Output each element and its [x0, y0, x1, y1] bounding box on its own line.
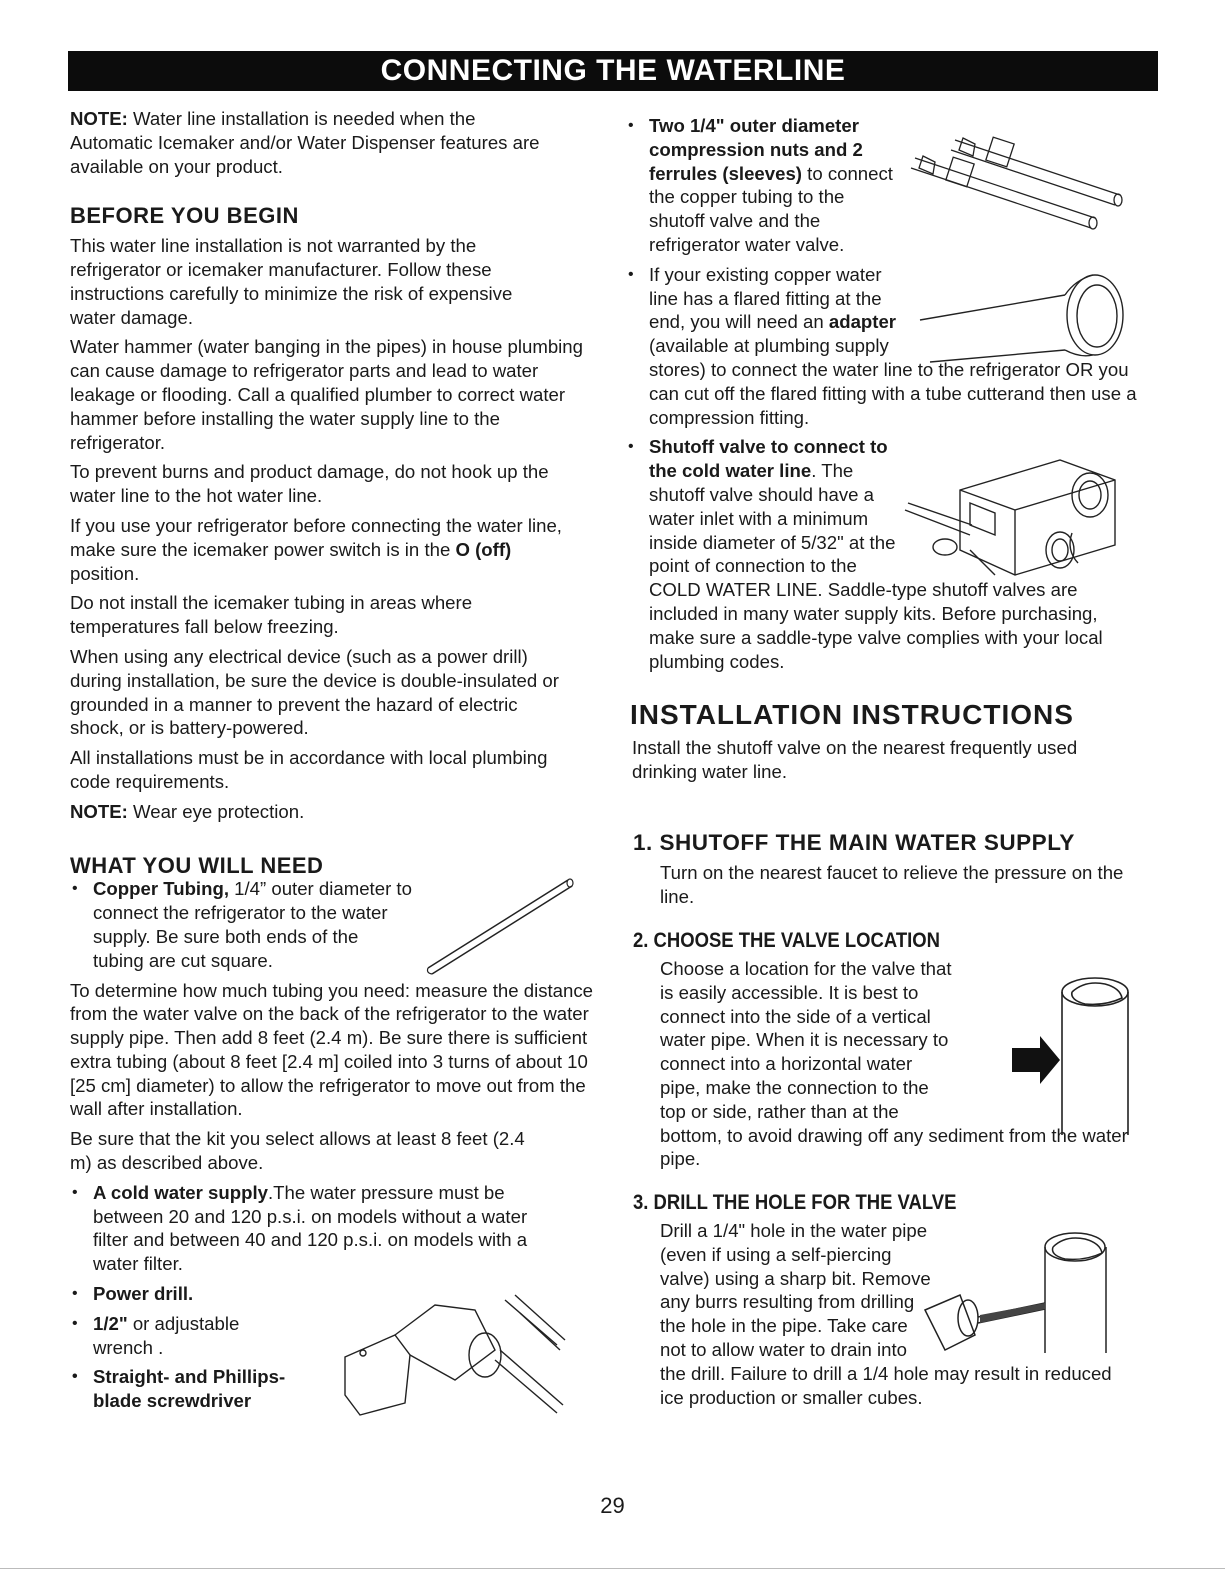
- cold-water-item: [70, 1181, 563, 1276]
- what-you-will-need-heading: WHAT YOU WILL NEED: [70, 852, 324, 878]
- before-you-begin-heading: BEFORE YOU BEGIN: [70, 203, 299, 229]
- screwdriver-item: • Straight- and Phillips-blade screwdriver: [70, 1365, 323, 1413]
- before-paragraph-6: When using any electrical device (such as a power drill) during installation, be sure the device is double-insulated or grounded in a manner to prevent the hazard of electric shock, or is battery-powered.: [70, 645, 559, 739]
- wrench-text: or adjustable wrench .: [93, 1312, 240, 1358]
- note-paragraph: [70, 107, 550, 178]
- step1-heading: 1. SHUTOFF THE MAIN WATER SUPPLY: [633, 830, 1075, 855]
- drill-into-pipe-illustration: [920, 1225, 1120, 1365]
- vertical-pipe-arrow-illustration: [1010, 970, 1135, 1140]
- step1-paragraph: Turn on the nearest faucet to relieve the pressure on the line.: [660, 862, 1124, 907]
- before-paragraph-1: This water line installation is not warranted by the refrigerator or icemaker manufacturer. Follow these instructions carefully to minimize the risk of expensive water damage.: [70, 235, 513, 328]
- step2-paragraph: Choose a location for the valve that is easily accessible. It is best to connect into the side of a vertical water pipe. When it is necessary to connect into a horizontal water pipe, make the connection to the top or side, rather than at the bottom, to avoid drawing off any sediment from the water pipe.: [660, 958, 1128, 1170]
- note-text: Water line installation is needed when the Automatic Icemaker and/or Water Dispenser features are available on your product.: [70, 108, 540, 177]
- note2-text: Wear eye protection.: [127, 800, 305, 822]
- before-paragraph-4: [70, 514, 565, 585]
- page-number: 29: [600, 1493, 625, 1518]
- compression-nuts-item: [626, 114, 904, 257]
- installation-instructions-heading: INSTALLATION INSTRUCTIONS: [630, 699, 1074, 730]
- power-drill-label: Power drill.: [93, 1283, 194, 1305]
- step2-heading: 2. CHOOSE THE VALVE LOCATION: [633, 929, 940, 952]
- shutoff-valve-text: . The shutoff valve should have a water inlet with a minimum inside diameter of 5/32" at the point of connection to the COLD WATER LINE. Saddle-type shutoff valves are included in many water supply kits. Before purchasing, make sure a saddle-type valve complies with your local plumbing codes.: [649, 460, 1103, 672]
- adapter-text-b: (available at plumbing supply stores) to connect the water line to the refrigerator OR you can cut off the flared fitting with a tube cutterand then use a compression fitting.: [649, 335, 1137, 428]
- wrench-label: 1/2": [93, 1312, 128, 1334]
- adapter-label: adapter: [828, 311, 897, 333]
- before-paragraph-4-a: If you use your refrigerator before connecting the water line, make sure the icemaker power switch is in the: [70, 514, 562, 560]
- copper-tubing-text: 1/4” outer diameter to connect the refrigerator to the water supply. Be sure both ends of the tubing are cut square.: [93, 878, 412, 971]
- note-label: NOTE:: [70, 108, 128, 129]
- adapter-text-a: If your existing copper water line has a flared fitting at the end, you will need an: [649, 263, 882, 333]
- compression-nuts-label: Two 1/4" outer diameter compression nuts and 2 ferrules (sleeves): [649, 115, 863, 184]
- note2-paragraph: [70, 800, 600, 824]
- step3-heading: 3. DRILL THE HOLE FOR THE VALVE: [633, 1191, 957, 1214]
- shutoff-valve-label: Shutoff valve to connect to the cold water line: [649, 436, 888, 482]
- before-paragraph-4-c: position.: [70, 562, 140, 584]
- flared-fitting-illustration: [915, 270, 1135, 375]
- cold-water-text: .The water pressure must be between 20 and 120 p.s.i. on models without a water filter and between 40 and 120 p.s.i. on models with a water filter.: [93, 1181, 528, 1275]
- wrench-item: [70, 1312, 263, 1360]
- left-column: [70, 107, 600, 1419]
- copper-tubing-label: Copper Tubing,: [93, 878, 229, 900]
- power-drill-illustration: [335, 1295, 575, 1425]
- before-paragraph-5: Do not install the icemaker tubing in areas where temperatures fall below freezing.: [70, 592, 473, 638]
- compression-nuts-text: to connect the copper tubing to the shutoff valve and the refrigerator water valve.: [649, 162, 893, 255]
- kit-paragraph: Be sure that the kit you select allows at least 8 feet (2.4 m) as described above.: [70, 1128, 525, 1174]
- copper-tubing-illustration: [420, 870, 580, 980]
- copper-tubing-item: [70, 877, 413, 972]
- installation-paragraph: Install the shutoff valve on the nearest frequently used drinking water line.: [632, 737, 1078, 782]
- off-position-label: O (off): [455, 538, 512, 560]
- before-paragraph-2: Water hammer (water banging in the pipes) in house plumbing can cause damage to refrigerator parts and lead to water leakage or flooding. Call a qualified plumber to correct water hammer before installing the water supply line to the refrigerator.: [70, 336, 583, 453]
- page-banner-title: CONNECTING THE WATERLINE: [68, 51, 1158, 91]
- cold-water-label: A cold water supply: [93, 1181, 268, 1203]
- step3-paragraph: Drill a 1/4" hole in the water pipe (even if using a self-piercing valve) using a sharp bit. Remove any burrs resulting from drilling the hole in the pipe. Take care not to allow water to drain into the drill. Failure to drill a 1/4 hole may result in reduced ice production or smaller cubes.: [660, 1220, 1112, 1408]
- page-bottom-rule: [0, 1568, 1225, 1569]
- measure-paragraph: To determine how much tubing you need: measure the distance from the water valve on the back of the refrigerator to the water supply pipe. Then add 8 feet (2.4 m). Be sure there is sufficient extra tubing (about 8 feet [2.4 m] coiled into 3 turns of about 10 [25 cm] diameter) to allow the refrigerator to move out from the wall after installation.: [70, 979, 594, 1120]
- before-paragraph-7: All installations must be in accordance with local plumbing code requirements.: [70, 747, 548, 792]
- compression-nuts-illustration: [915, 120, 1135, 230]
- before-paragraph-3: To prevent burns and product damage, do not hook up the water line to the hot water line.: [70, 461, 549, 507]
- note2-label: NOTE:: [70, 800, 128, 822]
- arrow-right-icon: [1012, 1036, 1060, 1084]
- shutoff-valve-illustration: [900, 455, 1140, 585]
